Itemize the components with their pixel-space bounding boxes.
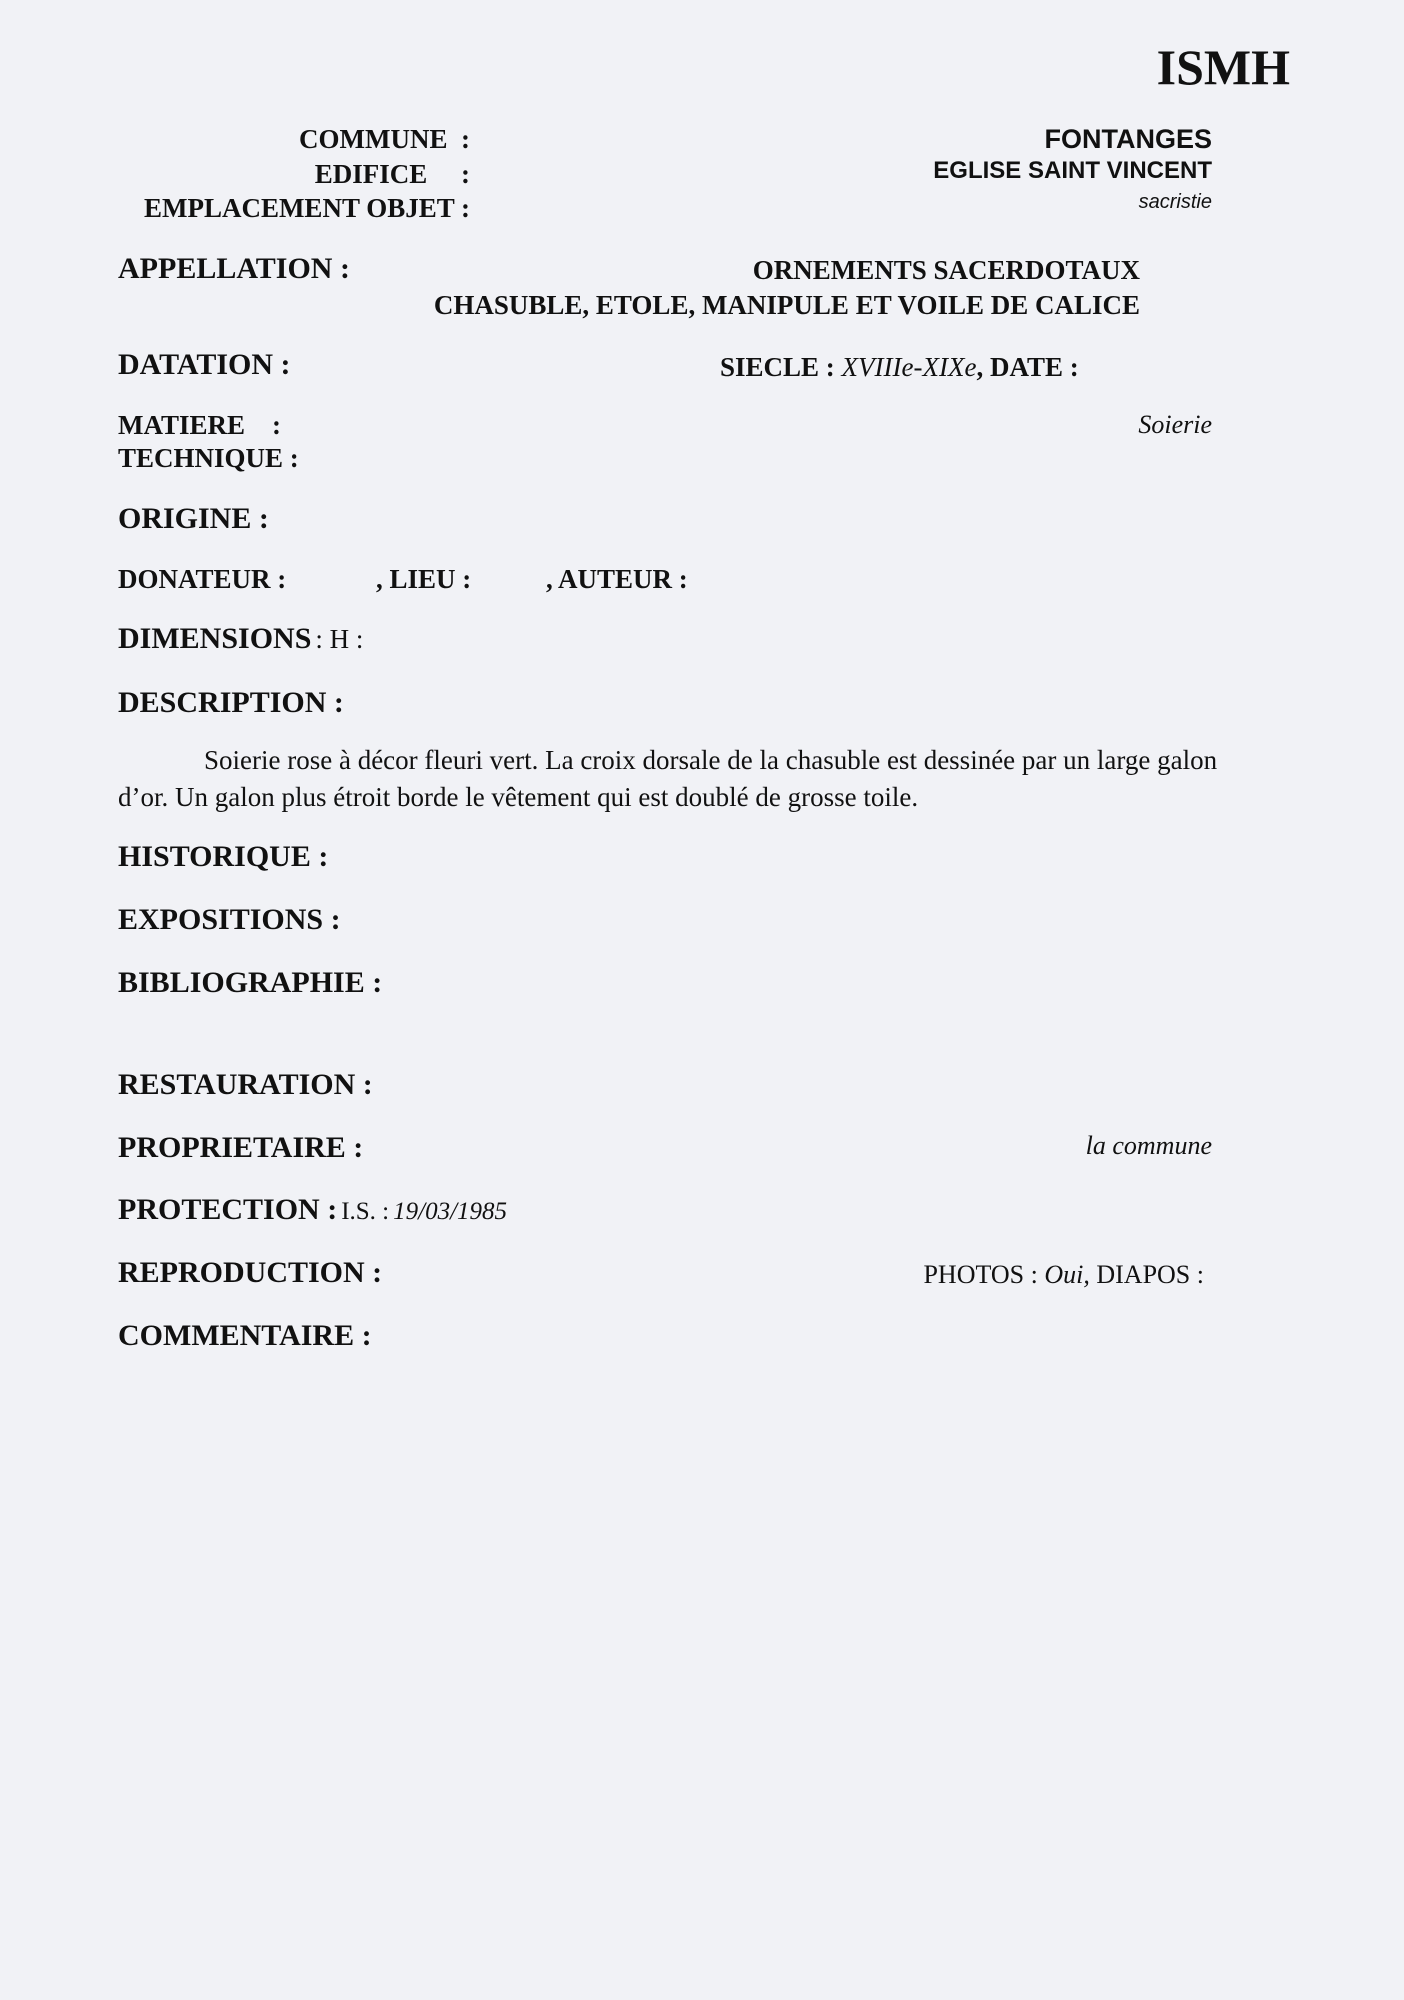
description-label: DESCRIPTION : (118, 686, 344, 719)
appellation-line1: ORNEMENTS SACERDOTAUX (752, 255, 1140, 285)
siecle-field (720, 352, 1079, 383)
datation-label: DATATION : (118, 348, 291, 381)
auteur-label: , AUTEUR : (546, 564, 688, 594)
reproduction-label: REPRODUCTION : (118, 1256, 383, 1289)
proprietaire-label: PROPRIETAIRE : (118, 1131, 364, 1164)
restauration-label: RESTAURATION : (118, 1068, 373, 1101)
technique-label: TECHNIQUE : (118, 443, 299, 473)
matiere-label: MATIERE : (118, 410, 282, 440)
protection-is-label: I.S. : (341, 1198, 390, 1225)
commune-label: COMMUNE : (299, 124, 470, 154)
diapos-label: DIAPOS : (1096, 1260, 1204, 1289)
donateur-label: DONATEUR : (118, 564, 287, 594)
ismh-badge: ISMH (1156, 39, 1290, 95)
date-label: , DATE : (976, 352, 1079, 382)
appellation-label: APPELLATION : (118, 252, 350, 285)
dimensions-label: DIMENSIONS (118, 622, 312, 655)
matiere-value: Soierie (1138, 410, 1212, 439)
appellation-line2: CHASUBLE, ETOLE, MANIPULE ET VOILE DE CALICE (433, 290, 1140, 320)
edifice-label: EDIFICE : (314, 159, 470, 189)
lieu-label: , LIEU : (376, 564, 472, 594)
siecle-label: SIECLE : (720, 352, 835, 382)
emplacement-value: sacristie (1138, 191, 1212, 213)
proprietaire-value: la commune (1085, 1131, 1212, 1160)
historique-label: HISTORIQUE : (118, 840, 329, 873)
photos-value: Oui, (1044, 1260, 1090, 1289)
dimensions-field (118, 622, 363, 656)
description-text: Soierie rose à décor fleuri vert. La croix dorsale de la chasuble est dessinée par un large galon d’or. Un galon plus étroit borde le vêtement qui est doublé de grosse toile. (118, 745, 1218, 812)
siecle-value: XVIIIe-XIXe (841, 352, 977, 382)
expositions-label: EXPOSITIONS : (118, 903, 341, 936)
photos-label: PHOTOS : (923, 1260, 1038, 1289)
emplacement-label: EMPLACEMENT OBJET : (143, 193, 470, 223)
bibliographie-label: BIBLIOGRAPHIE : (118, 966, 383, 999)
protection-field (118, 1193, 507, 1227)
commentaire-label: COMMENTAIRE : (118, 1319, 372, 1352)
commune-value: FONTANGES (1044, 124, 1212, 154)
protection-label: PROTECTION : (118, 1193, 338, 1226)
edifice-value: EGLISE SAINT VINCENT (933, 157, 1212, 184)
reproduction-photos (923, 1260, 1204, 1290)
origine-label: ORIGINE : (118, 502, 269, 535)
protection-date: 19/03/1985 (393, 1198, 508, 1225)
dimensions-suffix: : H : (315, 624, 364, 654)
